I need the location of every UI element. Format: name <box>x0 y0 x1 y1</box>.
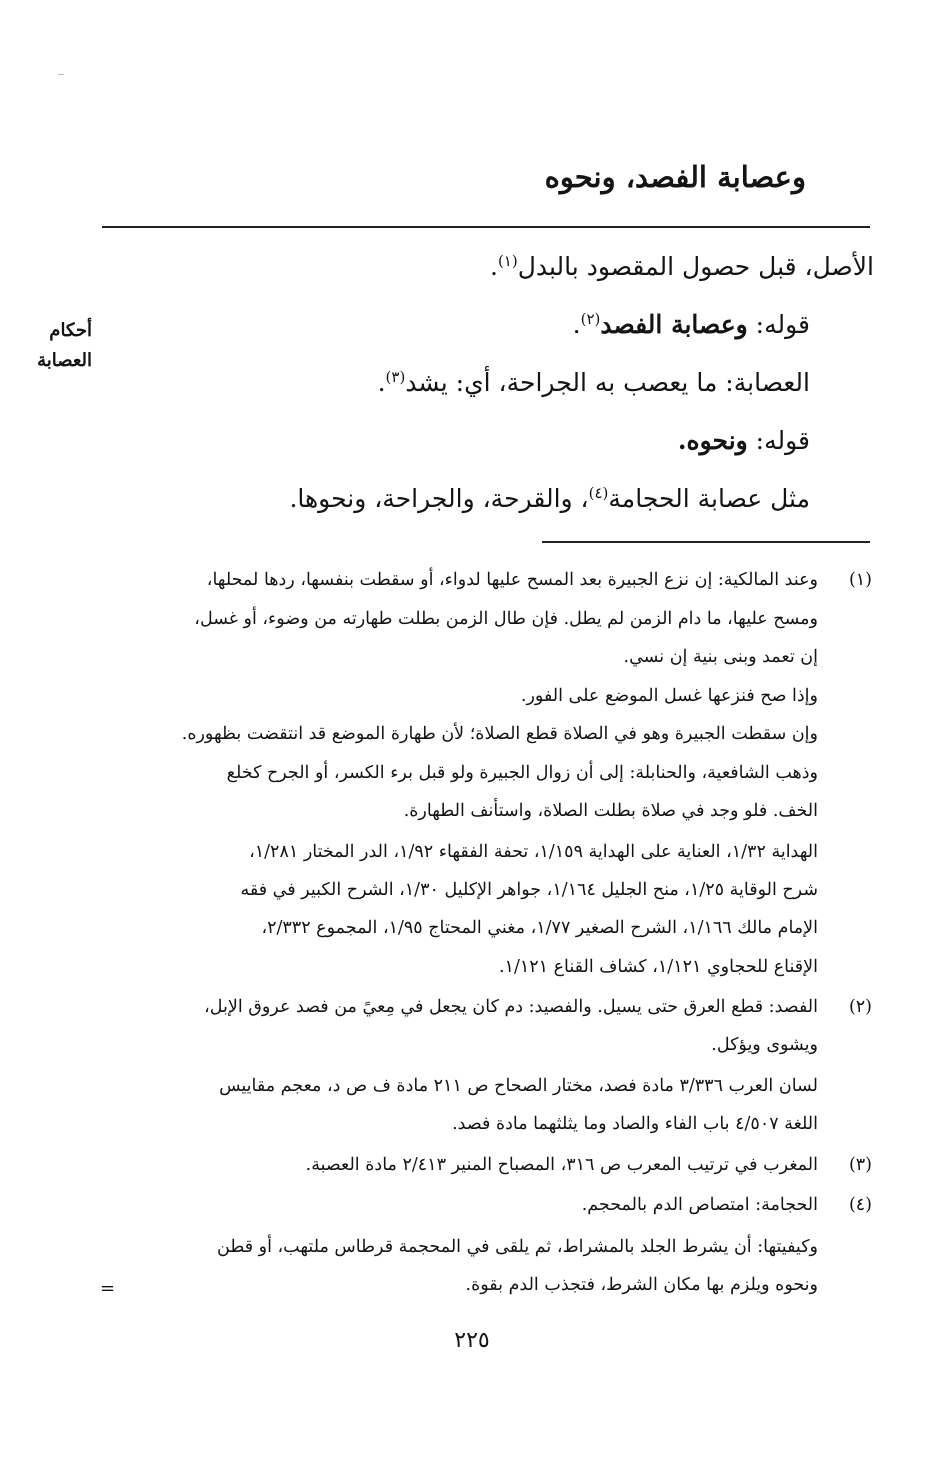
footnote-1-line-7 <box>102 799 872 823</box>
footnote-3-line-1 <box>102 1153 872 1177</box>
footnote-1-text-3: إن تعمد وبنى بنية إن نسي. <box>623 647 818 667</box>
page-number: ٢٢٥ <box>454 1328 490 1353</box>
main-line-4-bold: ونحوه. <box>677 426 748 455</box>
footnote-1-line-6 <box>102 761 872 785</box>
footnote-1-number: (١) <box>848 570 872 590</box>
footnote-3-number: (٣) <box>848 1155 872 1175</box>
main-line-4 <box>50 426 810 455</box>
footnote-1-text-6: وذهب الشافعية، والحنابلة: إلى أن زوال الجبيرة ولو قبل برء الكسر، أو الجرح كخلع <box>226 763 818 783</box>
footnote-2-line-2 <box>102 1033 872 1057</box>
footnote-1-text-5: وإن سقطت الجبيرة وهو في الصلاة قطع الصلاة؛ لأن طهارة الموضع قد انتقضت بظهوره. <box>181 724 818 744</box>
footnote-1-line-5 <box>102 722 872 746</box>
continuation-mark: = <box>100 1278 116 1299</box>
footnote-1-text-9: شرح الوقاية ١/٢٥، منح الجليل ١/١٦٤، جواهر الإكليل ١/٣٠، الشرح الكبير في فقه <box>240 880 818 900</box>
footnote-1-line-9 <box>102 878 872 902</box>
footnote-1-line-3 <box>102 645 872 669</box>
footnote-ref-4[interactable]: (٤) <box>588 484 609 502</box>
main-line-5-pre: مثل عصابة الحجامة <box>608 484 810 513</box>
footnote-1-line-2 <box>102 607 872 631</box>
footnote-1-line-10 <box>102 916 872 940</box>
main-line-5-post: ، والقرحة، والجراحة، ونحوها. <box>289 484 589 513</box>
margin-note-line-2: العصابة <box>37 350 92 371</box>
footnote-4-text-2: وكيفيتها: أن يشرط الجلد بالمشراط، ثم يلقى في المحجمة قرطاس ملتهب، أو قطن <box>217 1237 818 1257</box>
footnote-1-line-4 <box>102 684 872 708</box>
running-header-title: وعصابة الفصد، ونحوه <box>544 160 806 194</box>
footnote-2-line-3 <box>102 1074 872 1098</box>
footnote-2-line-4 <box>102 1112 872 1136</box>
main-line-1-text: الأصل، قبل حصول المقصود بالبدل <box>517 252 874 281</box>
main-line-5 <box>50 484 810 513</box>
footnote-4-number: (٤) <box>848 1195 872 1215</box>
main-line-1 <box>114 252 874 281</box>
footnote-4-line-3 <box>102 1273 872 1297</box>
footnote-4-line-2 <box>102 1235 872 1259</box>
footnote-ref-1[interactable]: (١) <box>497 252 518 270</box>
margin-note-line-1: أحكام <box>49 320 92 341</box>
header-rule <box>102 226 870 228</box>
footnote-1-text-2: ومسح عليها، ما دام الزمن لم يطل. فإن طال الزمن بطلت طهارته من وضوء، أو غسل، <box>194 609 818 629</box>
footnote-4-text-3: ونحوه ويلزم بها مكان الشرط، فتجذب الدم بقوة. <box>465 1275 818 1295</box>
main-line-2-bold: وعصابة الفصد <box>600 310 748 339</box>
main-line-2 <box>50 310 810 339</box>
footnote-1-text-8: الهداية ١/٣٢، العناية على الهداية ١/١٥٩، تحفة الفقهاء ١/٩٢، الدر المختار ١/٢٨١، <box>249 842 818 862</box>
main-line-4-prefix: قوله: <box>747 426 810 455</box>
footnote-ref-3[interactable]: (٣) <box>385 368 406 386</box>
footnote-3-text-1: المغرب في ترتيب المعرب ص ٣١٦، المصباح المنير ٢/٤١٣ مادة العصبة. <box>305 1155 818 1175</box>
footnote-1-text-7: الخف. فلو وجد في صلاة بطلت الصلاة، واستأنف الطهارة. <box>403 801 818 821</box>
footnote-4-text-1: الحجامة: امتصاص الدم بالمحجم. <box>581 1195 818 1215</box>
footnote-2-text-4: اللغة ٤/٥٠٧ باب الفاء والصاد وما يثلثهما مادة فصد. <box>452 1114 818 1134</box>
footnote-ref-2[interactable]: (٢) <box>580 310 601 328</box>
footnote-separator <box>542 541 870 543</box>
footnote-1-text-4: وإذا صح فنزعها غسل الموضع على الفور. <box>520 686 818 706</box>
footnote-4-line-1 <box>102 1193 872 1217</box>
main-line-1-end: . <box>489 252 498 281</box>
main-line-3-text: العصابة: ما يعصب به الجراحة، أي: يشد <box>405 368 810 397</box>
scan-mark <box>58 74 64 75</box>
footnote-1-text-11: الإقناع للحجاوي ١/١٢١، كشاف القناع ١/١٢١. <box>498 957 818 977</box>
footnote-2-text-1: الفصد: قطع العرق حتى يسيل. والفصيد: دم كان يجعل في مِعيً من فصد عروق الإبل، <box>204 997 818 1017</box>
main-line-3 <box>50 368 810 397</box>
footnote-2-line-1 <box>102 995 872 1019</box>
main-line-2-end: . <box>572 310 581 339</box>
footnote-2-text-2: ويشوى ويؤكل. <box>711 1035 818 1055</box>
footnote-2-number: (٢) <box>848 997 872 1017</box>
footnote-1-text-10: الإمام مالك ١/١٦٦، الشرح الصغير ١/٧٧، مغني المحتاج ١/٩٥، المجموع ٢/٣٣٢، <box>261 918 818 938</box>
footnote-1-line-8 <box>102 840 872 864</box>
footnote-1-line-11 <box>102 955 872 979</box>
footnote-1-text-1: وعند المالكية: إن نزع الجبيرة بعد المسح عليها لدواء، أو سقطت بنفسها، ردها لمحلها، <box>206 570 818 590</box>
main-line-2-prefix: قوله: <box>747 310 810 339</box>
footnote-1-line-1 <box>102 568 872 592</box>
footnote-2-text-3: لسان العرب ٣/٣٣٦ مادة فصد، مختار الصحاح ص ٢١١ مادة ف ص د، معجم مقاييس <box>219 1076 818 1096</box>
main-line-3-end: . <box>377 368 386 397</box>
